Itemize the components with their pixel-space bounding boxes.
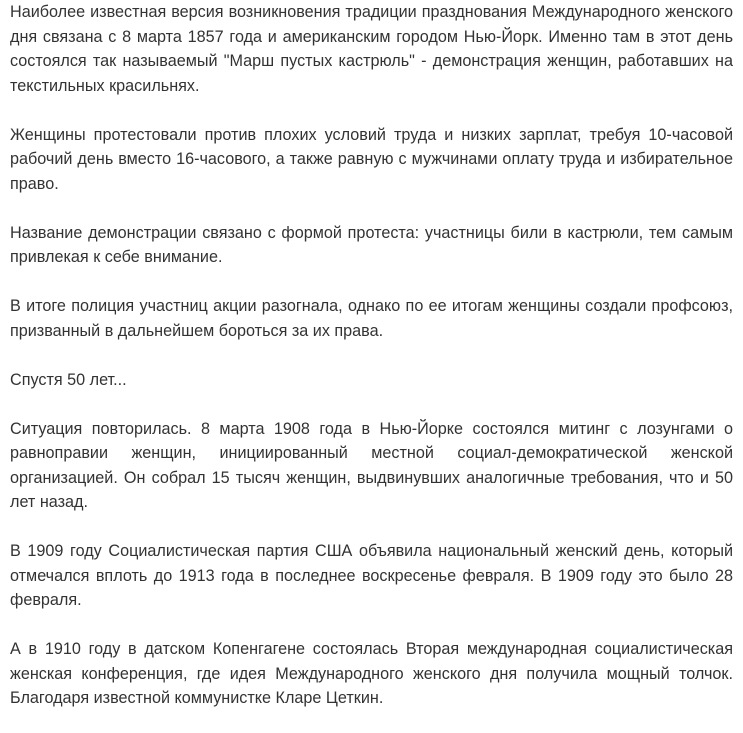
paragraph-demands: Женщины протестовали против плохих условий труда и низких зарплат, требуя 10-часовой рабочий день вместо 16-часового, а также равную с мужчинами оплату труда и избирательное право. [10, 125, 733, 193]
paragraph-1909-national-day: В 1909 году Социалистическая партия США объявила национальный женский день, который отмечался вплоть до 1913 года в последнее воскресенье февраля. В 1909 году это было 28 февраля. [10, 542, 733, 609]
paragraph-march-1857: Наиболее известная версия возникновения традиции празднования Международного женского дня связана с 8 марта 1857 года и американским городом Нью-Йорк. Именно там в этот день состоялся так называемый "Марш пустых кастрюль" - демонстрация женщин, работавших на текстильных красильнях. [10, 3, 733, 95]
paragraph-union: В итоге полиция участниц акции разогнала, однако по ее итогам женщины создали профсоюз, призванный в дальнейшем бороться за их права. [10, 297, 733, 340]
paragraph-50-years-later: Спустя 50 лет... [10, 370, 127, 389]
paragraph-1910-copenhagen: А в 1910 году в датском Копенгагене состоялась Вторая международная социалистическая женская конференция, где идея Международного женского дня получила мощный толчок. Благодаря известной коммунистке Кларе Цеткин. [10, 640, 733, 707]
paragraph-protest-form: Название демонстрации связано с формой протеста: участницы били в кастрюли, тем самым привлекая к себе внимание. [10, 223, 733, 266]
paragraph-1908-rally: Ситуация повторилась. 8 марта 1908 года в Нью-Йорке состоялся митинг с лозунгами о равноправии женщин, инициированный местной социал-демократической женской организацией. Он собрал 15 тысяч женщин, выдвинувших аналогичные требования, что и 50 лет назад. [10, 419, 733, 511]
